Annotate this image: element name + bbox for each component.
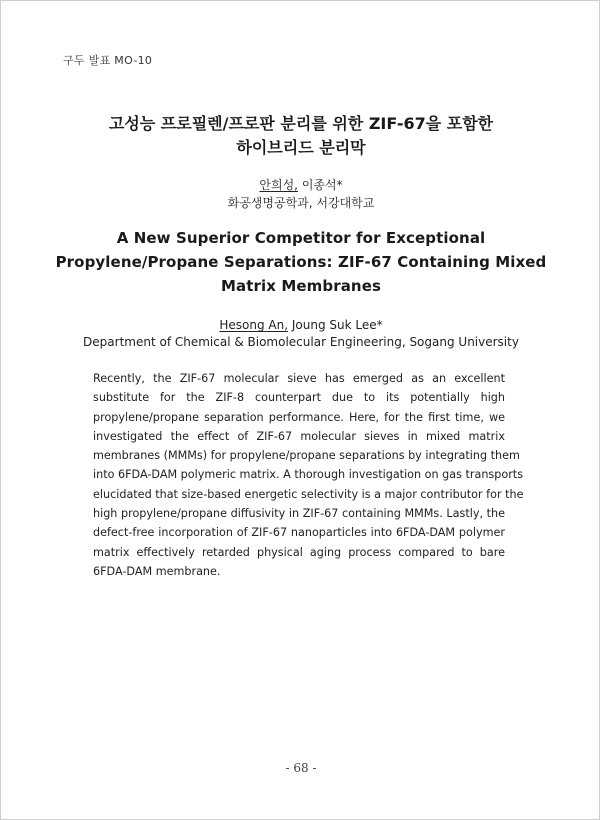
english-affiliation: Department of Chemical & Biomolecular Engineering, Sogang University bbox=[83, 335, 519, 349]
english-title-line-2: Propylene/Propane Separations: ZIF-67 Containing Mixed bbox=[55, 253, 547, 271]
abstract-line: investigated the effect of ZIF-67 molecular sieves in mixed matrix bbox=[93, 429, 505, 443]
english-title-line-1: A New Superior Competitor for Exceptional bbox=[116, 229, 486, 247]
abstract-line: propylene/propane separation performance. Here, for the first time, we bbox=[93, 410, 505, 424]
abstract-line: high propylene/propane diffusivity in ZIF-67 containing MMMs. Lastly, the bbox=[93, 507, 505, 521]
korean-title-line-2: 하이브리드 분리막 bbox=[236, 138, 366, 157]
abstract-line: into 6FDA-DAM polymeric matrix. A thorough investigation on gas transports bbox=[93, 468, 524, 482]
abstract-line: elucidated that size-based energetic selectivity is a major contributor for the bbox=[93, 487, 524, 501]
abstract-body bbox=[93, 369, 524, 581]
english-authors bbox=[1, 318, 600, 332]
english-coauthor-names: Joung Suk Lee* bbox=[288, 318, 383, 332]
korean-presenter-name: 안희성, bbox=[259, 178, 298, 192]
english-title-line-3: Matrix Membranes bbox=[220, 277, 382, 295]
abstract-line: substitute for the ZIF-8 counterpart due to its potentially high bbox=[93, 391, 505, 405]
abstract-line: 6FDA-DAM membrane. bbox=[93, 564, 221, 578]
abstract-line: matrix effectively retarded physical aging process compared to bare bbox=[93, 545, 505, 559]
session-label: 구두 발표 MO-10 bbox=[63, 54, 153, 67]
abstract-line: membranes (MMMs) for propylene/propane separations by integrating them bbox=[93, 449, 520, 463]
korean-title-line-1: 고성능 프로필렌/프로판 분리를 위한 ZIF-67을 포함한 bbox=[108, 114, 494, 133]
page-number: - 68 - bbox=[285, 761, 317, 775]
korean-authors bbox=[1, 176, 600, 193]
abstract-line: defect-free incorporation of ZIF-67 nanoparticles into 6FDA-DAM polymer bbox=[93, 526, 505, 540]
abstract-line: Recently, the ZIF-67 molecular sieve has emerged as an excellent bbox=[93, 372, 505, 385]
korean-coauthor-names: 이종석* bbox=[298, 178, 343, 192]
english-presenter-name: Hesong An, bbox=[219, 318, 289, 332]
korean-affiliation: 화공생명공학과, 서강대학교 bbox=[227, 196, 375, 210]
